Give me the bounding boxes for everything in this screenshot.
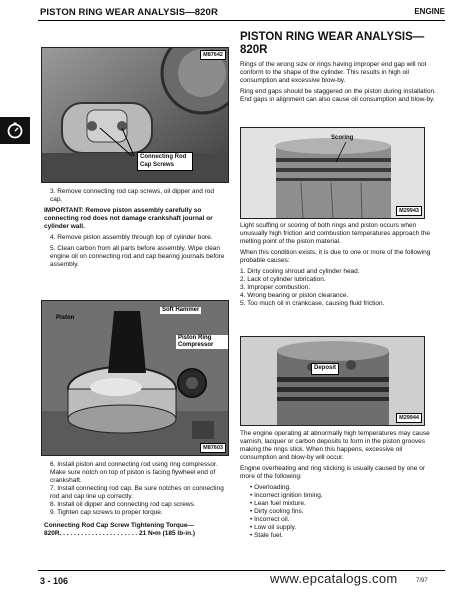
installation-steps: [44, 461, 226, 517]
label-soft-hammer: Soft Hammer: [162, 307, 200, 313]
causes-intro: When this condition exists, it is due to one or more of the following probable causes:: [240, 249, 431, 264]
page-header-title: PISTON RING WEAR ANALYSIS—820R: [40, 7, 218, 18]
right-bottom-text: [240, 430, 440, 540]
figure-piston-scoring: [240, 127, 425, 219]
list-item: • Low oil supply.: [250, 524, 297, 531]
figure-piston-deposit: [240, 336, 425, 426]
step-3: 3. Remove connecting rod cap screws, oil dipper and rod cap.: [50, 188, 215, 203]
list-item: 8. Install oil dipper and connecting rod cap screws.: [50, 501, 196, 508]
list-item: 5. Too much oil in crankcase, causing fluid friction.: [240, 300, 385, 307]
piston-deposit-photo: [241, 337, 424, 425]
stopwatch-icon: [6, 121, 24, 139]
list-item: • Stale fuel.: [250, 532, 283, 539]
torque-title: Connecting Rod Cap Screw Tightening Torque—: [44, 522, 194, 529]
label-ring-compressor: Piston Ring Compressor: [176, 335, 228, 349]
figure-id: M87642: [200, 50, 226, 60]
overheating-causes: [240, 484, 440, 540]
figure-connecting-rod: [41, 47, 229, 183]
header-rule: [38, 20, 445, 21]
figure-ring-compressor: [41, 300, 229, 456]
scuff-paragraph: Light scuffing or scoring of both rings and piston occurs when unusually high friction and combustion temperatures approach the melting point of the piston material.: [240, 222, 431, 245]
engine-photo-2: [42, 301, 228, 455]
right-intro: [240, 61, 440, 107]
high-temp-paragraph: The engine operating at abnormally high temperatures may cause varnish, lacquer or carbon deposits to form in the piston grooves making the rings stick. When this happens, excessive oil consumption and blow-by will occur.: [240, 430, 430, 461]
list-item: • Lean fuel mixture.: [250, 500, 306, 507]
intro-paragraph-2: Ring end gaps should be staggered on the piston during installation. End gaps in alignment can also cause oil consumption and blow-by.: [240, 88, 436, 103]
step-5: 5. Clean carbon from all parts before assembly. Wipe clean engine oil on connecting rod and cap bearing journals before assembly.: [50, 245, 225, 268]
page-number: 3 - 106: [40, 576, 69, 586]
label-deposit: Deposit: [311, 363, 339, 375]
list-item: • Incorrect ignition timing.: [250, 492, 323, 499]
causes-list: [240, 268, 440, 308]
list-item: • Incorrect oil.: [250, 516, 290, 523]
step-4: 4. Remove piston assembly through top of cylinder bore.: [50, 234, 213, 241]
list-item: 6. Install piston and connecting rod using ring compressor. Make sure notch on top of piston is facing flywheel end of crankshaft.: [50, 461, 218, 484]
label-scoring: Scoring: [331, 135, 354, 141]
intro-paragraph-1: Rings of the wrong size or rings having improper end gap will not conform to the shape of the cylinder. This results in high oil consumption and excessive blow-by.: [240, 61, 427, 84]
list-item: 2. Lack of cylinder lubrication.: [240, 276, 326, 283]
section-heading: PISTON RING WEAR ANALYSIS— 820R: [240, 31, 425, 56]
list-item: 3. Improper combustion.: [240, 284, 311, 291]
revision-date: 7/97: [416, 578, 428, 584]
page-header-section: ENGINE: [414, 7, 445, 16]
sticking-intro: Engine overheating and ring sticking is usually caused by one or more of the following:: [240, 465, 426, 480]
important-note: IMPORTANT: Remove piston assembly carefully so connecting rod does not damage crankshaft journal or cylinder wall.: [44, 207, 213, 230]
figure-id: M29943: [396, 206, 422, 216]
list-item: 1. Dirty cooling shroud and cylinder head.: [240, 268, 360, 275]
engine-photo-1: [42, 48, 228, 182]
label-piston: Piston: [56, 315, 75, 321]
list-item: • Overloading.: [250, 484, 291, 491]
list-item: 7. Install connecting rod cap. Be sure notches on connecting rod and cap line up correctly.: [50, 485, 224, 500]
list-item: • Dirty cooling fins.: [250, 508, 304, 515]
right-middle-text: [240, 222, 440, 308]
figure-id: M87603: [200, 443, 226, 453]
section-tab: [0, 117, 30, 144]
list-item: 4. Wrong bearing or piston clearance.: [240, 292, 349, 299]
watermark-url: www.epcatalogs.com: [270, 571, 398, 586]
callout-cap-screws: Connecting Rod Cap Screws: [137, 152, 193, 171]
torque-value: 820R. . . . . . . . . . . . . . . . . . . . . . 21 N•m (185 lb-in.): [44, 530, 196, 537]
list-item: 9. Tighten cap screws to proper torque.: [50, 509, 163, 516]
figure-id: M29944: [396, 413, 422, 423]
left-text-block-1: [44, 188, 226, 272]
left-text-block-2: [44, 461, 226, 538]
